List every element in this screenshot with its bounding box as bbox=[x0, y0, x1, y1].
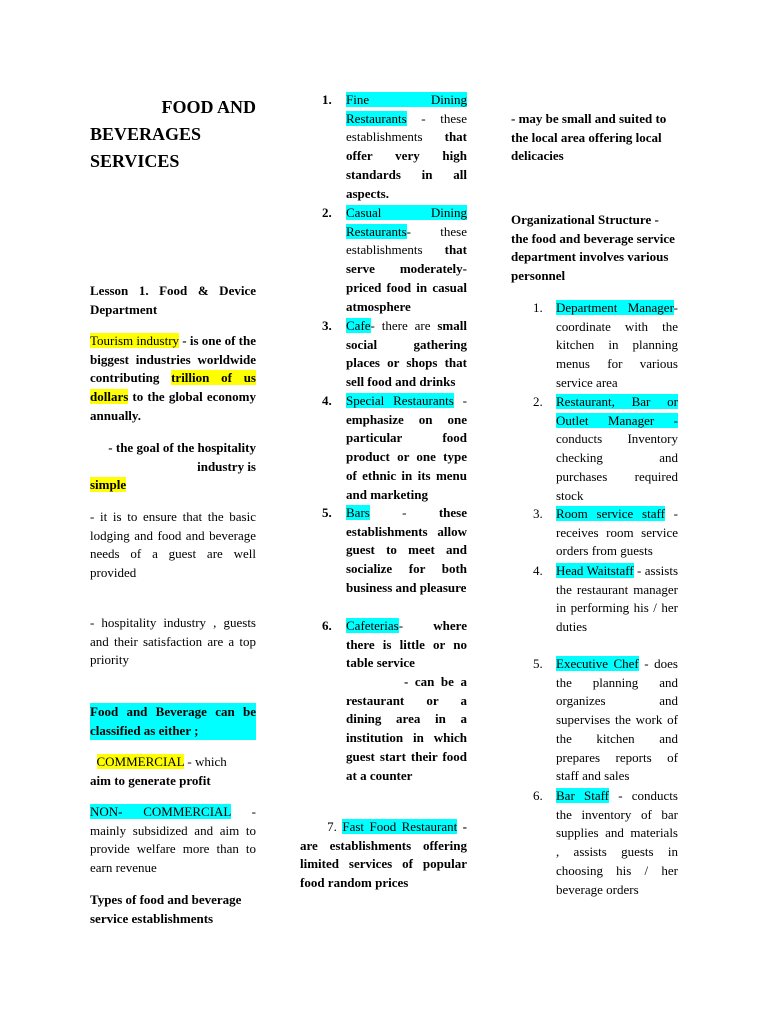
commercial-text-2: aim to generate profit bbox=[90, 772, 211, 788]
item-text: - these establishments bbox=[346, 110, 467, 145]
personnel-desc: assists the restaurant manager in performing his / her duties bbox=[556, 563, 679, 635]
item-text-bold: small social gathering places or shops that sell food and drinks bbox=[346, 318, 467, 390]
personnel-sep: - bbox=[633, 563, 642, 578]
item-number: 6. bbox=[322, 618, 332, 633]
list-item-cafe bbox=[346, 317, 467, 392]
item-number: 5. bbox=[322, 505, 332, 520]
item-text: - bbox=[369, 505, 439, 520]
page-title bbox=[90, 94, 256, 175]
personnel-desc: receives room service orders from guests bbox=[556, 524, 678, 559]
personnel-department-manager bbox=[556, 299, 678, 393]
goal-highlight-line bbox=[90, 476, 256, 495]
item-term: Cafe bbox=[346, 318, 371, 333]
personnel-term: Bar Staff bbox=[556, 788, 610, 803]
item-term: Fast Food Restaurant bbox=[342, 819, 458, 834]
item-text-bold: that offer very high standards in all aspects. bbox=[346, 129, 467, 201]
personnel-head-waitstaff bbox=[556, 562, 678, 637]
ensure-paragraph: - it is to ensure that the basic lodging and food and beverage needs of a guest are well provided bbox=[90, 509, 256, 581]
goal-text: - the goal of the hospitality industry is bbox=[108, 440, 256, 474]
list-item-fine-dining bbox=[346, 91, 467, 203]
commercial-term: COMMERCIAL bbox=[96, 754, 185, 769]
tourism-text-2: to the global economy annually. bbox=[90, 389, 256, 423]
personnel-term: Head Waitstaff bbox=[556, 563, 634, 578]
personnel-term: Executive Chef bbox=[556, 656, 639, 671]
item-text-bold: these establishments allow guest to meet and socialize for both business and pleasure bbox=[346, 505, 467, 595]
item-number: 7. bbox=[327, 819, 343, 834]
item-text-bold: emphasize on one particular food product or one type of ethnic in its menu and marketing bbox=[346, 411, 467, 502]
personnel-room-service bbox=[556, 505, 678, 561]
list-item-casual-dining bbox=[346, 204, 467, 316]
noncommercial-paragraph bbox=[90, 803, 256, 878]
tourism-highlight: trillion of us dollars bbox=[90, 370, 256, 405]
goal-highlight: simple bbox=[90, 477, 127, 492]
personnel-sep: - bbox=[638, 656, 649, 671]
personnel-number: 2. bbox=[533, 394, 543, 409]
hospitality-paragraph: - hospitality industry , guests and their satisfaction are a top priority bbox=[90, 615, 256, 668]
item-text: - are establishments offering limited services of popular food random prices bbox=[300, 819, 467, 891]
title-line-2: BEVERAGES bbox=[90, 124, 202, 144]
personnel-bar-staff bbox=[556, 787, 678, 899]
item-text-bold: where there is little or no table service bbox=[346, 618, 467, 671]
personnel-sep: - bbox=[609, 788, 623, 803]
item-term: Cafeterias bbox=[346, 618, 399, 633]
item-term: Fine Dining Restaurants bbox=[346, 92, 467, 126]
personnel-desc: does the planning and organizes and supervises the work of the kitchen and prepares reports of staff and sales bbox=[556, 656, 678, 784]
personnel-desc: conducts the inventory of bar supplies and materials , assists guests in choosing his / her beverage orders bbox=[556, 788, 678, 897]
tourism-term: Tourism industry bbox=[90, 333, 180, 348]
personnel-term: Department Manager bbox=[556, 300, 674, 315]
item-number: 2. bbox=[322, 205, 332, 220]
item-number: 4. bbox=[322, 393, 332, 408]
commercial-text-1: - which bbox=[184, 754, 227, 769]
classified-paragraph: Food and Beverage can be classified as either ; bbox=[90, 703, 256, 740]
noncommercial-text: - mainly subsidized and aim to provide welfare more than to earn revenue bbox=[90, 804, 256, 876]
tourism-paragraph bbox=[90, 332, 256, 426]
commercial-paragraph bbox=[90, 753, 256, 790]
personnel-number: 3. bbox=[533, 506, 543, 521]
small-local-paragraph: - may be small and suited to the local area offering local delicacies bbox=[511, 111, 667, 164]
goal-paragraph bbox=[90, 439, 256, 476]
item-term: Bars bbox=[346, 505, 370, 520]
list-item-fast-food bbox=[300, 818, 467, 893]
item-text: - these establishments bbox=[346, 223, 467, 258]
list-item-bars bbox=[346, 504, 467, 598]
personnel-number: 1. bbox=[533, 300, 543, 315]
personnel-number: 5. bbox=[533, 656, 543, 671]
lesson-heading: Lesson 1. Food & Device Department bbox=[90, 283, 256, 317]
types-heading: Types of food and beverage service establishments bbox=[90, 892, 242, 926]
personnel-term: Restaurant, Bar or Outlet Manager - bbox=[556, 394, 678, 428]
can-be-paragraph: - can be a restaurant or a dining area in a institution in which guest start their food at a counter bbox=[346, 674, 467, 783]
personnel-restaurant-manager bbox=[556, 393, 678, 505]
item-text: - bbox=[453, 393, 467, 408]
item-number: 1. bbox=[322, 92, 332, 107]
personnel-desc: - coordinate with the kitchen in planning menus for various service area bbox=[556, 300, 678, 390]
list-item-cafeterias bbox=[346, 617, 467, 673]
item-text: - bbox=[398, 618, 434, 633]
personnel-executive-chef bbox=[556, 655, 678, 786]
tourism-text-1: - is one of the biggest industries worldwide contributing bbox=[90, 333, 256, 386]
item-term: Special Restaurants bbox=[346, 393, 454, 408]
item-text: - there are bbox=[370, 318, 438, 333]
personnel-number: 6. bbox=[533, 788, 543, 803]
title-line-3: SERVICES bbox=[90, 151, 180, 171]
personnel-desc: conducts Inventory checking and purchases required stock bbox=[556, 431, 678, 503]
title-line-1: FOOD AND bbox=[161, 97, 256, 117]
personnel-term: Room service staff bbox=[556, 506, 665, 521]
item-term: Casual Dining Restaurants bbox=[346, 205, 467, 239]
noncommercial-term: NON- COMMERCIAL bbox=[90, 804, 231, 819]
org-structure-paragraph: Organizational Structure - the food and beverage service department involves various personnel bbox=[511, 212, 675, 284]
list-item-special bbox=[346, 392, 467, 504]
personnel-sep: - bbox=[664, 506, 678, 521]
item-number: 3. bbox=[322, 318, 332, 333]
item-text-bold: that serve moderately-priced food in casual atmosphere bbox=[346, 242, 467, 314]
personnel-number: 4. bbox=[533, 563, 543, 578]
